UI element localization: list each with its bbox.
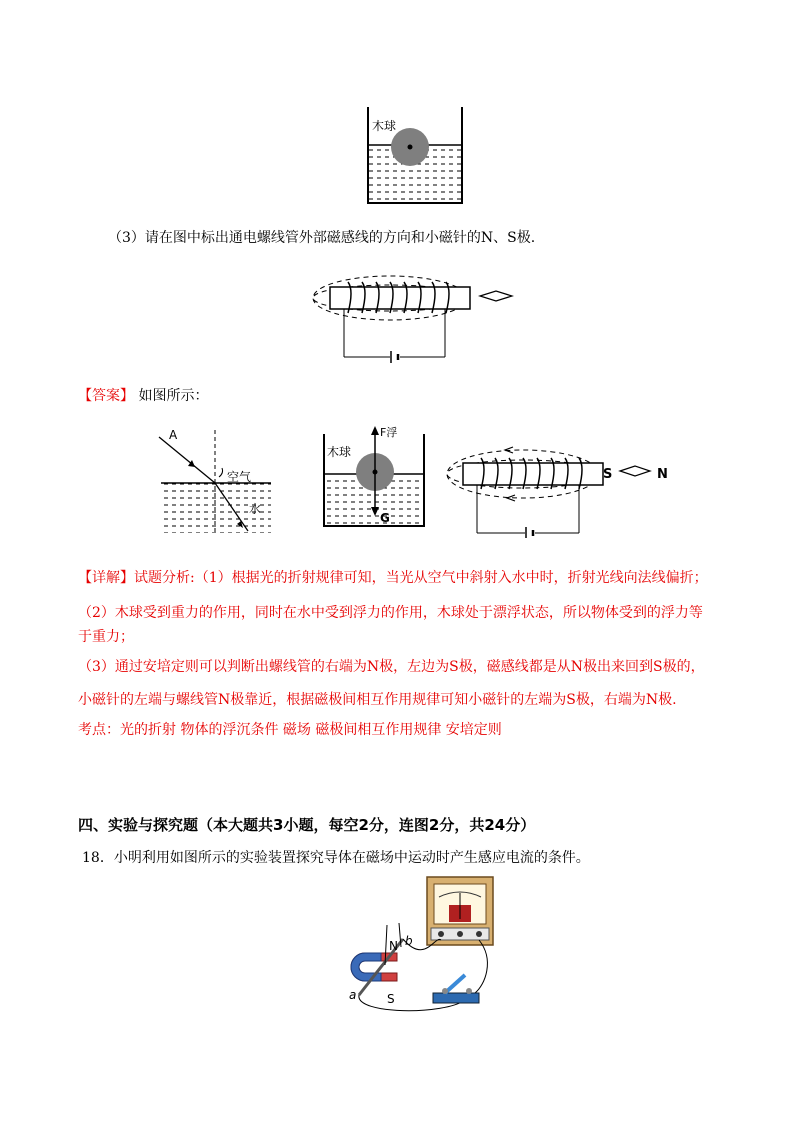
water-label: 水 — [249, 502, 262, 516]
switch — [433, 993, 479, 1003]
buoyancy-label: F浮 — [380, 426, 398, 439]
solenoid-answer-figure — [445, 438, 685, 538]
question-18: 18．小明利用如图所示的实验装置探究导体在磁场中运动时产生感应电流的条件。 — [82, 850, 590, 866]
section-heading: 四、实验与探究题（本大题共3小题，每空2分，连图2分，共24分） — [78, 816, 536, 834]
ball-label: 木球 — [327, 445, 352, 459]
air-label: 空气 — [227, 470, 252, 484]
pole-n-label: N — [657, 467, 668, 482]
incident-ray — [159, 437, 215, 483]
magnet-n-label: N — [389, 939, 398, 953]
induction-experiment-figure — [335, 875, 505, 1015]
explanation-line-2: （2）木球受到重力的作用，同时在水中受到浮力的作用，木球处于漂浮状态，所以物体受到的浮力等 — [78, 605, 703, 621]
buoyancy-figure — [318, 422, 430, 532]
answer-line — [78, 386, 208, 406]
refraction-figure — [155, 425, 275, 535]
explanation-line-1: 【详解】试题分析:（1）根据光的折射规律可知，当光从空气中斜射入水中时，折射光线向法线偏折； — [78, 570, 708, 586]
answer-text: 如图所示： — [134, 388, 209, 404]
end-b-label: b — [405, 934, 413, 948]
question-3: （3）请在图中标出通电螺线管外部磁感线的方向和小磁针的N、S极. — [108, 230, 536, 246]
ball-container-figure — [360, 105, 470, 210]
explanation-line-5: 小磁针的左端与螺线管N极靠近，根据磁极间相互作用规律可知小磁针的左端为S极，右端为N极. — [78, 692, 677, 708]
end-a-label: a — [349, 988, 357, 1002]
solenoid-figure — [310, 270, 530, 365]
compass-needle — [480, 291, 512, 301]
compass-needle — [620, 466, 650, 476]
magnet-s-label: S — [387, 992, 395, 1006]
explanation-line-3: 于重力； — [78, 629, 134, 645]
gravity-label: G — [380, 511, 390, 525]
explanation-line-6: 考点：光的折射 物体的浮沉条件 磁场 磁极间相互作用规律 安培定则 — [78, 722, 502, 738]
answer-tag: 【答案】 — [78, 388, 134, 404]
pole-s-label: S — [603, 467, 613, 482]
explanation-line-4: （3）通过安培定则可以判断出螺线管的右端为N极，左边为S极，磁感线都是从N极出来回到S极的， — [78, 659, 705, 675]
ray-label-a: A — [169, 428, 178, 442]
ball-label: 木球 — [372, 119, 397, 133]
